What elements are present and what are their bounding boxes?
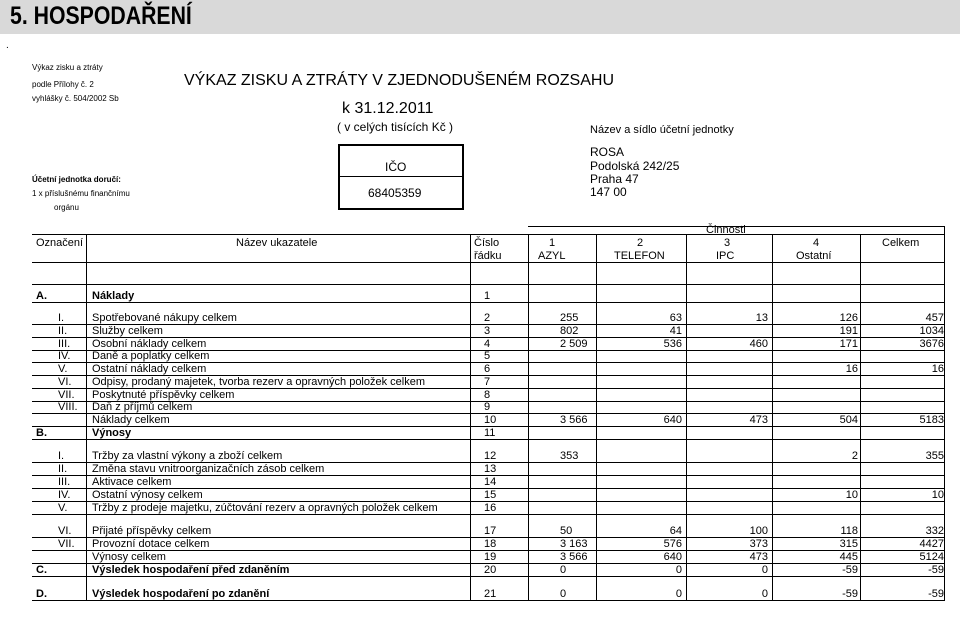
section-header bbox=[0, 0, 960, 34]
row-value: 504 bbox=[839, 414, 858, 426]
row-name: Tržby z prodeje majetku, zúčtování rezerv a opravných položek celkem bbox=[92, 502, 438, 514]
entity-label: Název a sídlo účetní jednotky bbox=[590, 124, 734, 136]
row-mark: I. bbox=[58, 450, 65, 462]
delivered-line-2: orgánu bbox=[54, 203, 79, 212]
row-number: 21 bbox=[484, 588, 497, 600]
row-number: 12 bbox=[484, 450, 497, 462]
row-number: 18 bbox=[484, 538, 497, 550]
row-value: 640 bbox=[663, 551, 682, 563]
row-name: Tržby za vlastní výkony a zboží celkem bbox=[92, 450, 283, 462]
row-name: Výsledek hospodaření před zdaněním bbox=[92, 564, 290, 576]
note-line-1: Výkaz zisku a ztráty bbox=[32, 63, 103, 72]
row-value: 373 bbox=[749, 538, 768, 550]
row-value: 2 bbox=[851, 450, 858, 462]
row-number: 1 bbox=[484, 290, 491, 302]
delivered-label: Účetní jednotka doručí: bbox=[32, 175, 121, 184]
row-name: Služby celkem bbox=[92, 325, 163, 337]
entity-name: ROSA bbox=[590, 145, 625, 159]
col-radku: řádku bbox=[474, 250, 502, 262]
row-name: Provozní dotace celkem bbox=[92, 538, 210, 550]
row-number: 9 bbox=[484, 401, 491, 413]
row-mark: VIII. bbox=[58, 401, 78, 413]
row-name: Odpisy, prodaný majetek, tvorba rezerv a opravných položek celkem bbox=[92, 376, 426, 388]
row-value: 0 bbox=[675, 564, 682, 576]
entity-city: Praha 47 bbox=[590, 172, 639, 186]
row-value: 171 bbox=[839, 338, 858, 350]
row-number: 20 bbox=[484, 564, 497, 576]
row-number: 3 bbox=[484, 325, 491, 337]
row-value: 0 bbox=[761, 564, 768, 576]
row-name: Ostatní výnosy celkem bbox=[92, 489, 203, 501]
entity-zip: 147 00 bbox=[590, 185, 627, 199]
row-mark: III. bbox=[58, 476, 71, 488]
row-name: Přijaté příspěvky celkem bbox=[92, 525, 212, 537]
row-mark: IV. bbox=[58, 489, 71, 501]
row-number: 13 bbox=[484, 463, 497, 475]
row-number: 7 bbox=[484, 376, 491, 388]
col-ostatni: Ostatní bbox=[796, 250, 832, 262]
col-celkem: Celkem bbox=[882, 237, 920, 249]
row-value: 5183 bbox=[919, 414, 944, 426]
row-name: Daně a poplatky celkem bbox=[92, 350, 210, 362]
col-telefon: TELEFON bbox=[614, 250, 665, 262]
row-value: 16 bbox=[931, 363, 944, 375]
row-value: 0 bbox=[560, 588, 567, 600]
ico-value: 68405359 bbox=[368, 186, 422, 200]
row-name: Náklady celkem bbox=[92, 414, 170, 426]
row-name: Daň z příjmů celkem bbox=[92, 401, 193, 413]
col-nazev: Název ukazatele bbox=[236, 237, 318, 249]
row-number: 5 bbox=[484, 350, 491, 362]
units-note: ( v celých tisících Kč ) bbox=[337, 120, 454, 134]
row-name: Výsledek hospodaření po zdanění bbox=[92, 588, 270, 600]
dot: . bbox=[6, 40, 9, 51]
row-value: 353 bbox=[560, 450, 579, 462]
row-mark: VII. bbox=[58, 389, 75, 401]
row-mark: III. bbox=[58, 338, 71, 350]
row-number: 10 bbox=[484, 414, 497, 426]
row-value: 332 bbox=[925, 525, 944, 537]
row-name: Změna stavu vnitroorganizačních zásob celkem bbox=[92, 463, 325, 475]
col-ipc: IPC bbox=[716, 250, 735, 262]
row-value: 100 bbox=[749, 525, 768, 537]
row-name: Aktivace celkem bbox=[92, 476, 172, 488]
report-date: k 31.12.2011 bbox=[342, 100, 434, 117]
row-mark: V. bbox=[58, 363, 68, 375]
col-n3: 3 bbox=[724, 237, 731, 249]
row-value: 315 bbox=[839, 538, 858, 550]
col-n2: 2 bbox=[637, 237, 644, 249]
row-number: 19 bbox=[484, 551, 497, 563]
row-value: -59 bbox=[928, 588, 944, 600]
col-n1: 1 bbox=[549, 237, 556, 249]
row-value: 191 bbox=[839, 325, 858, 337]
row-value: 0 bbox=[560, 564, 567, 576]
row-value: 460 bbox=[749, 338, 768, 350]
row-number: 16 bbox=[484, 502, 497, 514]
col-cislo: Číslo bbox=[474, 237, 500, 249]
row-number: 14 bbox=[484, 476, 497, 488]
row-value: 41 bbox=[669, 325, 682, 337]
row-name: Osobní náklady celkem bbox=[92, 338, 207, 350]
main-title: VÝKAZ ZISKU A ZTRÁTY V ZJEDNODUŠENÉM ROZSAHU bbox=[184, 72, 614, 89]
row-mark: II. bbox=[58, 325, 68, 337]
row-mark: C. bbox=[36, 564, 47, 576]
row-mark: VII. bbox=[58, 538, 75, 550]
col-cinnosti: Činnosti bbox=[706, 224, 746, 236]
row-value: 10 bbox=[931, 489, 944, 501]
row-value: -59 bbox=[842, 564, 858, 576]
row-value: 445 bbox=[839, 551, 858, 563]
row-name: Spotřebované nákupy celkem bbox=[92, 312, 237, 324]
row-value: 355 bbox=[925, 450, 944, 462]
row-value: 126 bbox=[839, 312, 858, 324]
row-mark: I. bbox=[58, 312, 65, 324]
row-value: 10 bbox=[845, 489, 858, 501]
row-value: 5124 bbox=[919, 551, 944, 563]
row-value: 16 bbox=[845, 363, 858, 375]
row-value: 13 bbox=[755, 312, 768, 324]
row-value: 3 566 bbox=[560, 551, 588, 563]
row-mark: IV. bbox=[58, 350, 71, 362]
row-mark: B. bbox=[36, 427, 47, 439]
row-value: 802 bbox=[560, 325, 579, 337]
row-value: -59 bbox=[928, 564, 944, 576]
row-number: 8 bbox=[484, 389, 491, 401]
row-value: 457 bbox=[925, 312, 944, 324]
row-name: Náklady bbox=[92, 290, 135, 302]
row-number: 2 bbox=[484, 312, 491, 324]
row-number: 17 bbox=[484, 525, 497, 537]
row-value: -59 bbox=[842, 588, 858, 600]
col-azyl: AZYL bbox=[538, 250, 566, 262]
row-value: 118 bbox=[840, 525, 858, 537]
row-value: 3676 bbox=[919, 338, 944, 350]
row-value: 255 bbox=[560, 312, 579, 324]
section-title: 5. HOSPODAŘENÍ bbox=[10, 2, 192, 30]
row-number: 4 bbox=[484, 338, 491, 350]
row-value: 0 bbox=[761, 588, 768, 600]
col-n4: 4 bbox=[813, 237, 820, 249]
col-oznaceni: Označení bbox=[36, 237, 84, 249]
row-value: 576 bbox=[663, 538, 682, 550]
row-value: 63 bbox=[669, 312, 682, 324]
note-line-2: podle Přílohy č. 2 bbox=[32, 80, 94, 89]
row-mark: VI. bbox=[58, 525, 72, 537]
row-mark: D. bbox=[36, 588, 47, 600]
row-mark: A. bbox=[36, 290, 47, 302]
row-value: 640 bbox=[663, 414, 682, 426]
row-value: 50 bbox=[560, 525, 573, 537]
entity-street: Podolská 242/25 bbox=[590, 159, 680, 173]
row-value: 0 bbox=[675, 588, 682, 600]
row-name: Poskytnuté příspěvky celkem bbox=[92, 389, 235, 401]
delivered-line-1: 1 x příslušnému finančnímu bbox=[32, 189, 130, 198]
ico-box bbox=[338, 144, 464, 210]
row-value: 3 566 bbox=[560, 414, 588, 426]
row-number: 11 bbox=[484, 427, 496, 439]
row-number: 15 bbox=[484, 489, 497, 501]
row-mark: VI. bbox=[58, 376, 72, 388]
row-value: 64 bbox=[669, 525, 682, 537]
row-value: 3 163 bbox=[560, 538, 588, 550]
row-value: 536 bbox=[663, 338, 682, 350]
row-value: 1034 bbox=[919, 325, 944, 337]
row-name: Výnosy celkem bbox=[92, 551, 166, 563]
row-value: 2 509 bbox=[560, 338, 588, 350]
row-mark: II. bbox=[58, 463, 68, 475]
row-value: 473 bbox=[749, 414, 768, 426]
row-mark: V. bbox=[58, 502, 68, 514]
row-name: Výnosy bbox=[92, 427, 132, 439]
ico-label: IČO bbox=[385, 160, 407, 174]
row-value: 473 bbox=[749, 551, 768, 563]
row-name: Ostatní náklady celkem bbox=[92, 363, 207, 375]
row-value: 4427 bbox=[919, 538, 944, 550]
note-line-3: vyhlášky č. 504/2002 Sb bbox=[32, 94, 119, 103]
row-number: 6 bbox=[484, 363, 491, 375]
